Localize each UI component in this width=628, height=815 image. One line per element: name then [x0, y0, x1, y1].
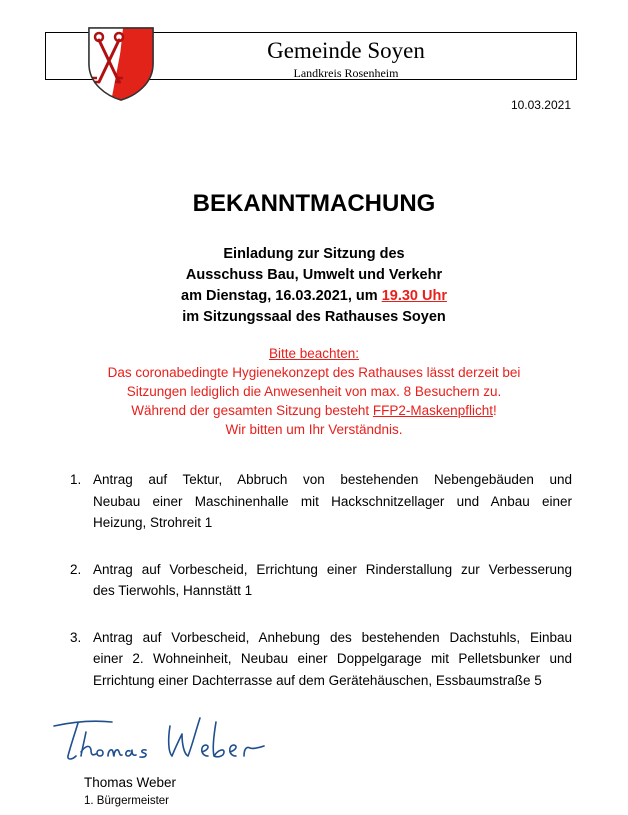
agenda-item-text: Antrag auf Vorbescheid, Errichtung einer Rinderstallung zur Verbesserung [93, 561, 572, 577]
agenda-item-text: Neubau einer Maschinenhalle mit Hackschnitzellager und Anbau einer [93, 493, 572, 509]
mask-requirement: FFP2-Maskenpflicht [372, 403, 493, 418]
district-name: Landkreis Rosenheim [293, 66, 399, 80]
agenda-item-text: Heizung, Strohreit 1 [93, 515, 213, 530]
agenda-item-text: Errichtung einer Dachterrasse auf dem Gerätehäuschen, Essbaumstraße 5 [93, 672, 542, 688]
invite-line: Einladung zur Sitzung des [223, 246, 405, 262]
agenda-item-text: Antrag auf Vorbescheid, Anhebung des bestehenden Dachstuhls, Einbau [93, 629, 572, 645]
notice-line: Wir bitten um Ihr Verständnis. [225, 422, 403, 437]
signer-role: 1. Bürgermeister [84, 795, 170, 807]
meeting-time: 19.30 Uhr [381, 288, 447, 304]
covid-notice [0, 344, 628, 439]
notice-line: Das coronabedingte Hygienekonzept des Rathauses lässt derzeit bei [107, 365, 521, 380]
agenda-item-text: des Tierwohls, Hannstätt 1 [93, 583, 253, 598]
notice-line: Sitzungen lediglich die Anwesenheit von max. 8 Besuchern zu. [126, 384, 502, 399]
invite-line: Ausschuss Bau, Umwelt und Verkehr [185, 267, 443, 283]
meeting-invitation [0, 244, 628, 328]
signer-name: Thomas Weber [84, 775, 177, 790]
invite-date-text: am Dienstag, 16.03.2021, um [181, 288, 382, 304]
document-date: 10.03.2021 [510, 98, 571, 112]
notice-line-mask [0, 401, 628, 420]
invite-line: im Sitzungssaal des Rathauses Soyen [182, 309, 446, 325]
agenda-item [70, 559, 572, 602]
notice-heading: Bitte beachten: [268, 346, 360, 361]
agenda-item-number: 3. [70, 629, 82, 645]
agenda-item-text: Antrag auf Tektur, Abbruch von bestehenden Nebengebäuden und [93, 472, 572, 487]
agenda-item [70, 469, 572, 534]
announcement-headline: BEKANNTMACHUNG [192, 190, 436, 217]
coat-of-arms-keys-icon [85, 22, 157, 102]
handwritten-signature [52, 712, 282, 772]
agenda-item-text: einer 2. Wohneinheit, Neubau einer Doppelgarage mit Pelletsbunker und [93, 651, 572, 666]
agenda-item-number: 1. [70, 472, 82, 487]
invite-line-date [0, 286, 628, 307]
agenda-list [70, 469, 572, 716]
notice-mask-text: Während der gesamten Sitzung besteht [131, 403, 373, 418]
municipality-name: Gemeinde Soyen [267, 38, 425, 63]
agenda-item [70, 627, 572, 692]
notice-mask-suffix: ! [492, 403, 497, 418]
agenda-item-number: 2. [70, 561, 82, 577]
